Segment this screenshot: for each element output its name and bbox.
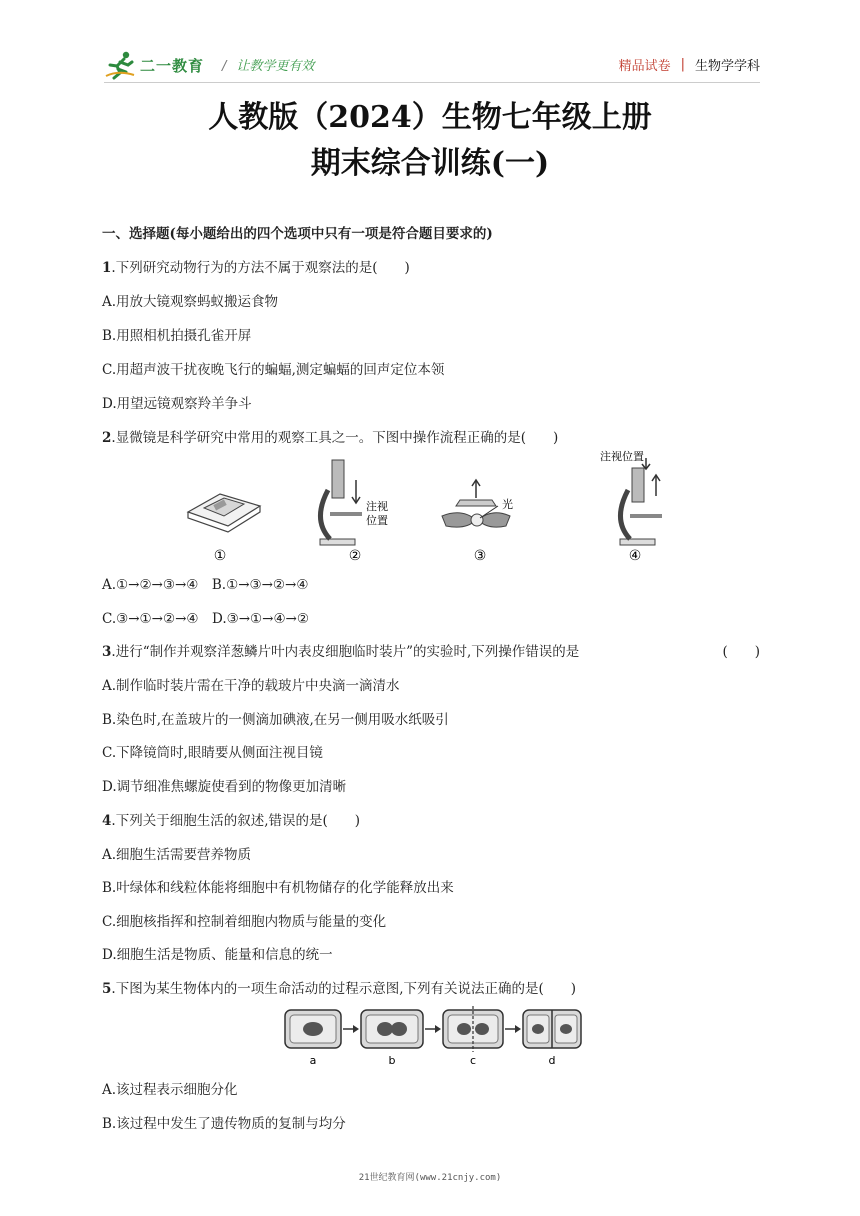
header-divider: | <box>680 57 685 72</box>
header-rule <box>104 82 760 83</box>
cell-b <box>361 1010 423 1048</box>
page-subtitle: 期末综合训练(一) <box>310 146 550 181</box>
question-text: .下列研究动物行为的方法不属于观察法的是( ) <box>111 260 410 276</box>
step-1-slide-illustration <box>188 494 260 532</box>
step-label-3: ③ <box>473 548 487 564</box>
header-subject: 生物学学科 <box>694 59 760 74</box>
slogan-text: 让教学更有效 <box>236 59 315 74</box>
q3-option-c: C.下降镜筒时,眼睛要从侧面注视目镜 <box>102 745 323 761</box>
slogan-separator: / <box>222 59 227 74</box>
step-label-2: ② <box>348 548 362 564</box>
step-4-microscope-illustration <box>620 458 662 545</box>
microscope-steps-figure <box>180 450 700 570</box>
q1-option-a: A.用放大镜观察蚂蚁搬运食物 <box>102 294 279 310</box>
question-number: 4 <box>102 813 112 829</box>
page-header <box>0 0 860 90</box>
q3-option-b: B.染色时,在盖玻片的一侧滴加碘液,在另一侧用吸水纸吸引 <box>102 712 449 728</box>
question-1-stem <box>102 256 410 276</box>
question-text: .进行“制作并观察洋葱鳞片叶内表皮细胞临时装片”的实验时,下列操作错误的是 <box>111 644 580 660</box>
q1-option-c: C.用超声波干扰夜晚飞行的蝙蝠,测定蝙蝠的回声定位本领 <box>102 362 445 378</box>
section-heading: 一、选择题(每小题给出的四个选项中只有一项是符合题目要求的) <box>102 226 493 242</box>
q4-option-b: B.叶绿体和线粒体能将细胞中有机物储存的化学能释放出来 <box>102 880 454 896</box>
step-2-microscope-illustration <box>320 460 362 545</box>
question-4-stem <box>102 809 360 829</box>
q5-option-b: B.该过程中发生了遗传物质的复制与均分 <box>102 1116 346 1132</box>
question-text: .显微镜是科学研究中常用的观察工具之一。下图中操作流程正确的是( ) <box>111 430 559 446</box>
step-2-annotation-line2: 位置 <box>366 514 388 527</box>
page-footer: 21世纪教育网(www.21cnjy.com) <box>358 1173 502 1183</box>
q1-option-d: D.用望远镜观察羚羊争斗 <box>102 396 252 412</box>
step-3-hands-illustration <box>442 480 510 527</box>
question-number: 2 <box>102 430 112 446</box>
q4-option-c: C.细胞核指挥和控制着细胞内物质与能量的变化 <box>102 914 387 930</box>
logo-text: 二一教育 <box>140 56 205 75</box>
cell-a <box>285 1010 341 1048</box>
q1-option-b: B.用照相机拍摄孔雀开屏 <box>102 328 252 344</box>
q2-options-row-2: C.③→①→②→④ D.③→①→④→② <box>102 611 309 627</box>
cell-c <box>443 1006 503 1052</box>
q4-option-a: A.细胞生活需要营养物质 <box>102 847 252 863</box>
q3-answer-blank: ( ) <box>722 644 760 660</box>
question-2-stem <box>102 426 558 446</box>
q2-options-row-1: A.①→②→③→④ B.①→③→②→④ <box>102 577 309 593</box>
question-number: 1 <box>102 260 112 276</box>
cell-label-c: c <box>469 1054 477 1067</box>
q4-option-d: D.细胞生活是物质、能量和信息的统一 <box>102 947 333 963</box>
step-4-annotation: 注视位置 <box>600 450 644 463</box>
cell-label-b: b <box>388 1054 396 1067</box>
step-3-annotation: 光 <box>502 498 513 511</box>
q3-option-d: D.调节细准焦螺旋使看到的物像更加清晰 <box>102 779 347 795</box>
cell-d <box>523 1010 581 1048</box>
cell-division-figure <box>283 1006 583 1068</box>
question-text: .下列关于细胞生活的叙述,错误的是( ) <box>111 813 361 829</box>
step-label-1: ① <box>213 548 227 564</box>
q3-option-a: A.制作临时装片需在干净的载玻片中央滴一滴清水 <box>102 678 400 694</box>
logo <box>104 50 204 80</box>
q5-option-a: A.该过程表示细胞分化 <box>102 1082 238 1098</box>
header-right <box>619 55 760 74</box>
question-text: .下图为某生物体内的一项生命活动的过程示意图,下列有关说法正确的是( ) <box>111 981 577 997</box>
step-label-4: ④ <box>628 548 642 564</box>
question-number: 3 <box>102 644 112 660</box>
cell-label-a: a <box>309 1054 317 1067</box>
step-2-annotation-line1: 注视 <box>366 500 388 513</box>
page-title: 人教版（2024）生物七年级上册 <box>208 100 652 135</box>
question-number: 5 <box>102 981 112 997</box>
question-3-stem <box>102 640 579 660</box>
question-5-stem <box>102 977 576 997</box>
cell-label-d: d <box>548 1054 556 1067</box>
runner-logo-icon <box>104 50 138 80</box>
slogan <box>222 55 314 74</box>
header-tag: 精品试卷 <box>618 59 671 74</box>
